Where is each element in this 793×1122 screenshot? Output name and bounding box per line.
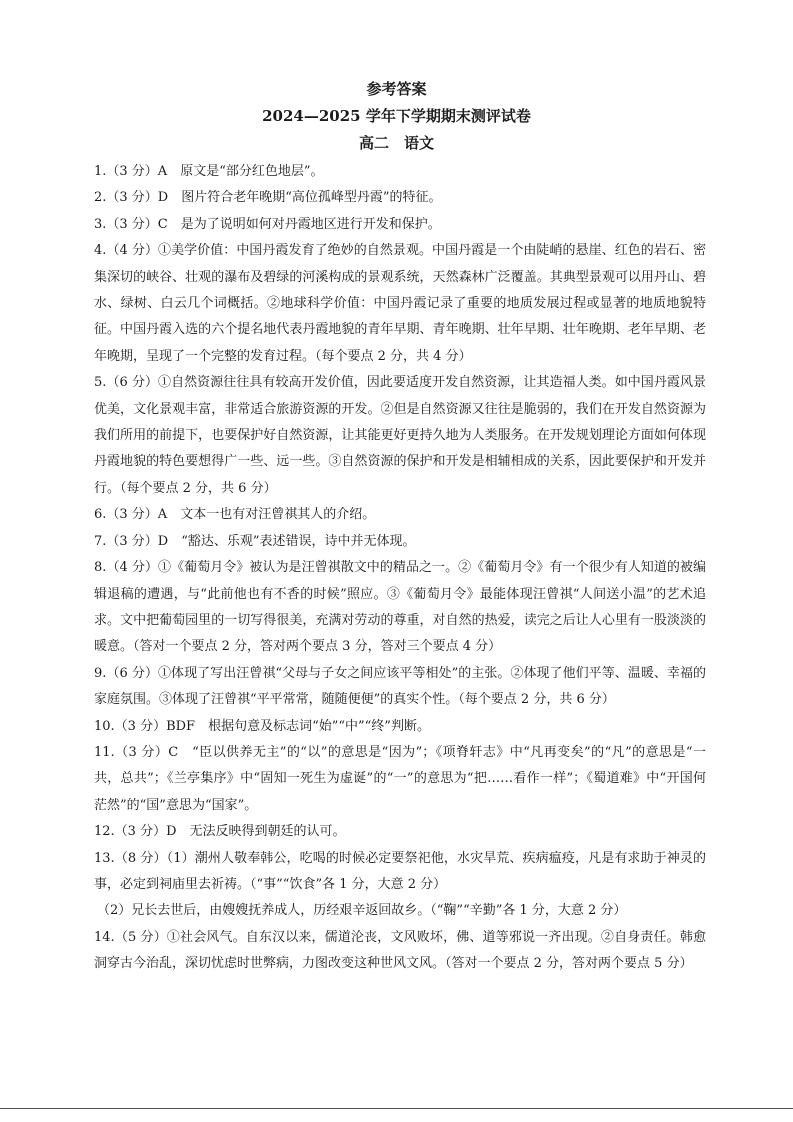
answer-item-6: 6.（3 分）A 文本一也有对汪曾祺其人的介绍。	[94, 507, 376, 523]
answer-item-8: 8.（4 分）①《葡萄月令》被认为是汪曾祺散文中的精品之一。②《葡萄月令》有一个很少有人知道的被编辑退稿的遭遇，与“此前他也有不香的时候”照应。③《葡萄月令》最能体现汪曾祺“人间送小温”的艺术追求。文中把葡萄园里的一切写得很美，充满对劳动的尊重，对自然的热爱，读完之后让人心里有一股淡淡的暖意。（答对一个要点 2 分，答对两个要点 3 分，答对三个要点 4 分）	[94, 560, 706, 655]
answer-item-13-part-1: 13.（8 分）（1）潮州人敬奉韩公，吃喝的时候必定要祭祀他，水灾旱荒、疾病瘟疫，凡是有求助于神灵的事，必定到祠庙里去祈祷。（“事”“饮食”各 1 分，大意 2 分）	[94, 850, 706, 892]
answer-item-3: 3.（3 分）C 是为了说明如何对丹霞地区进行开发和保护。	[94, 216, 441, 232]
answer-item-11: 11.（3 分）C “臣以供养无主”的“以”的意思是“因为”；《项脊轩志》中“凡再变矣”的“凡”的意思是“一共，总共”；《兰亭集序》中“固知一死生为虚诞”的“一”的意思为“把……看作一样”；《蜀道难》中“开国何茫然”的“国”意思为“国家”。	[94, 744, 706, 813]
answer-item-10: 10.（3 分）BDF 根据句意及标志词“始”“中”“终”判断。	[94, 718, 430, 734]
answer-item-2: 2.（3 分）D 图片符合老年晚期“高位孤峰型丹霞”的特征。	[94, 190, 442, 206]
answer-item-12: 12.（3 分）D 无法反映得到朝廷的认可。	[94, 824, 346, 840]
answer-item-1: 1.（3 分）A 原文是“部分红色地层”。	[94, 164, 324, 179]
exam-subtitle: 2024—2025 学年下学期期末测评试卷	[262, 107, 531, 125]
answer-item-9: 9.（6 分）①体现了写出汪曾祺“父母与子女之间应该平等相处”的主张。②体现了他们平等、温暖、幸福的家庭氛围。③体现了汪曾祺“平平常常，随随便便”的真实个性。（每个要点 2 分，共 6 分）	[94, 665, 706, 708]
answer-item-7: 7.（3 分）D “豁达、乐观”表述错误，诗中并无体现。	[94, 533, 416, 549]
answer-item-14: 14.（5 分）①社会风气。自东汉以来，儒道沦丧，文风败坏，佛、道等邪说一齐出现。②自身责任。韩愈洞穿古今治乱，深切忧虑时世弊病，力图改变这种世风文风。（答对一个要点 2 分，答对两个要点 5 分）	[94, 929, 706, 972]
page-title: 参考答案	[366, 80, 427, 98]
answer-item-5: 5.（6 分）①自然资源往往具有较高开发价值，因此要适度开发自然资源，让其造福人类。如中国丹霞风景优美，文化景观丰富，非常适合旅游资源的开发。②但是自然资源又往往是脆弱的，我们在开发自然资源为我们所用的前提下，也要保护好自然资源，让其能更好更持久地为人类服务。在开发规划理论方面如何体现丹霞地貌的特色要想得广一些、远一些。③自然资源的保护和开发是相辅相成的关系，因此要保护和开发并行。（每个要点 2 分，共 6 分）	[94, 375, 706, 496]
answer-item-13-part-2: （2）兄长去世后，由嫂嫂抚养成人，历经艰辛返回故乡。（“鞠”“辛勤”各 1 分，大意 2 分）	[97, 903, 627, 919]
footer-divider	[0, 1108, 793, 1109]
answer-list	[94, 159, 706, 978]
answer-item-4: 4.（4 分）①美学价值：中国丹霞发育了绝妙的自然景观。中国丹霞是一个由陡峭的悬崖、红色的岩石、密集深切的峡谷、壮观的瀑布及碧绿的河溪构成的景观系统，天然森林广泛覆盖。其典型景观可以用丹山、碧水、绿树、白云几个词概括。②地球科学价值：中国丹霞记录了重要的地质发展过程或显著的地质地貌特征。中国丹霞入选的六个提名地代表丹霞地貌的青年早期、青年晚期、壮年早期、壮年晚期、老年早期、老年晚期，呈现了一个完整的发育过程。（每个要点 2 分，共 4 分）	[94, 243, 706, 364]
course-label: 高二 语文	[358, 134, 434, 152]
